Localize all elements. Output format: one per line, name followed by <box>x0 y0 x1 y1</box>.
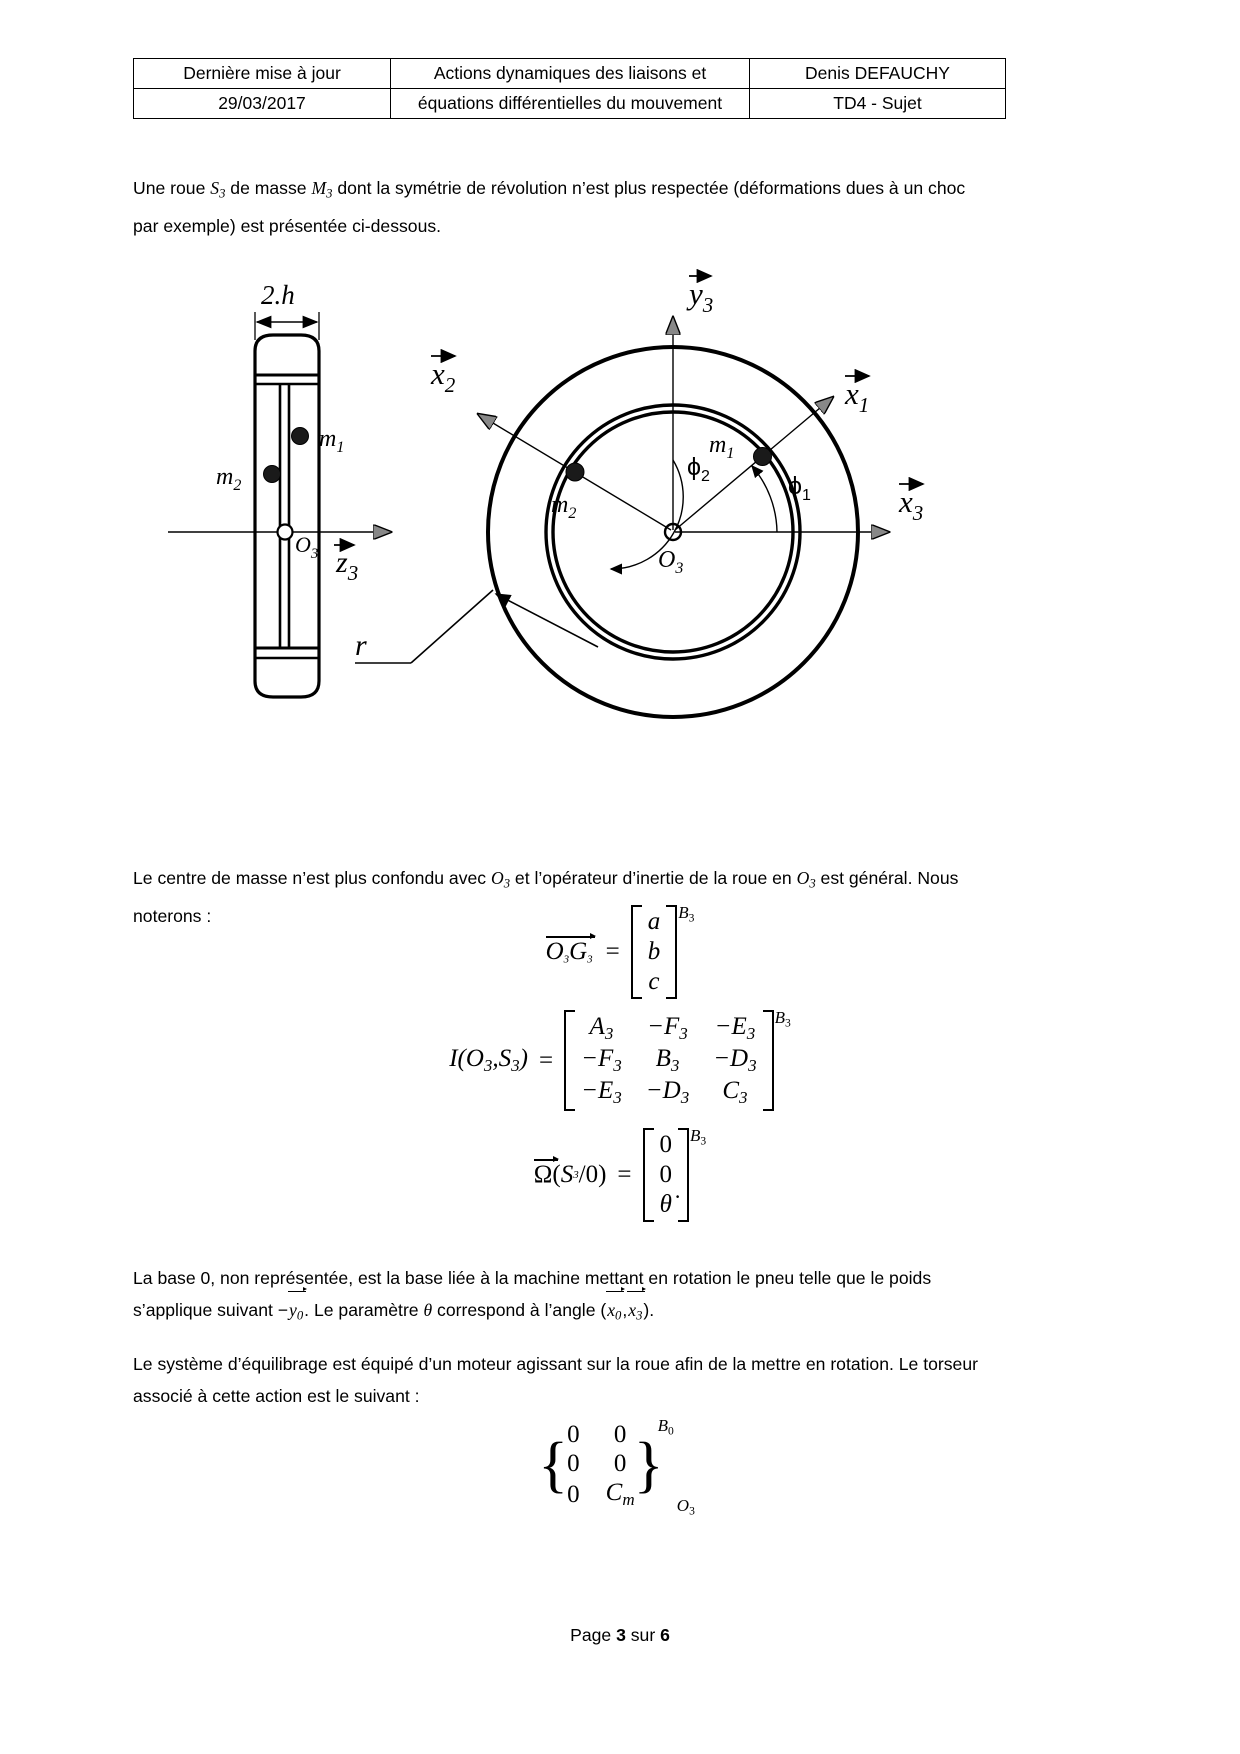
eq2-lhs-I <box>449 1045 528 1076</box>
label-O3-front: $O_3$ <box>658 547 684 577</box>
eq3-cell-0: 0 <box>659 1131 673 1158</box>
p3-vector-x3 <box>627 1294 643 1332</box>
eq2-cell-r2c2-sub: 3 <box>739 1088 748 1108</box>
eq1-cell-c: c <box>648 968 660 995</box>
eq3-equals: = <box>617 1161 632 1188</box>
eq2-cell-r1c1 <box>656 1045 680 1076</box>
eq2-basis <box>775 1008 791 1029</box>
eq4-matrix <box>538 1418 664 1513</box>
eq3-S: S <box>560 1161 574 1188</box>
header-date: 29/03/2017 <box>134 88 391 118</box>
label-m2-front: $m_2$ <box>551 492 577 522</box>
eq2-matrix <box>564 1010 774 1111</box>
label-2h: 2.h <box>261 280 295 310</box>
eq4-cell-r1c1: 0 <box>613 1450 627 1477</box>
eq3-omega-vector <box>534 1161 553 1189</box>
header-author: Denis DEFAUCHY <box>750 59 1006 89</box>
eq2-lhs-comma: , <box>492 1045 499 1073</box>
mass-m2-front <box>566 463 584 481</box>
header-title-line1: Actions dynamiques des liaisons et <box>391 59 750 89</box>
p3-text-d: ). <box>643 1300 655 1320</box>
eq2-cell-r1c0-sub: 3 <box>613 1056 622 1076</box>
paragraph-base-zero <box>133 1262 981 1332</box>
eq4-brace-right: } <box>633 1431 664 1500</box>
eq2-cell-r0c1-sub: 3 <box>679 1024 688 1044</box>
equation-O3G3 <box>0 905 1240 999</box>
intro-text-a: Une roue <box>133 178 211 198</box>
eq4-cell-r1c0: 0 <box>567 1450 580 1477</box>
eq4-cell-Cm-letter: C <box>605 1479 623 1506</box>
equation-motor-torsor <box>0 1416 1240 1518</box>
eq2-cells <box>575 1010 763 1111</box>
eq4-cell-Cm-sub: m <box>622 1490 635 1510</box>
eq3-slash-zero: /0) <box>578 1161 607 1188</box>
label-m2-side: $m_2$ <box>216 464 242 494</box>
angle-phi1 <box>752 466 777 532</box>
header-last-update-label: Dernière mise à jour <box>134 59 391 89</box>
intro-symbol-S: S <box>210 178 220 198</box>
eq1-lhs-G-sub: 3 <box>587 953 593 966</box>
eq1-bracket-right <box>666 905 677 999</box>
p3-vector-x0-letter: x <box>607 1300 616 1320</box>
label-vec-x2 <box>430 356 456 397</box>
footer-middle: sur <box>625 1625 661 1645</box>
svg-text:x3: $x_3$ <box>899 484 924 525</box>
p3-text-b: . Le paramètre <box>304 1300 424 1320</box>
eq4-point <box>677 1496 695 1517</box>
label-m1-front: $m_1$ <box>709 432 735 462</box>
eq3-basis-letter: B <box>690 1126 701 1145</box>
radius-leader <box>355 590 598 663</box>
p3-vector-x3-letter: x <box>628 1300 637 1320</box>
label-phi1: $\phi_1$ <box>788 472 811 504</box>
eq2-cell-r1c1-sym: B <box>655 1045 671 1073</box>
footer-total-pages: 6 <box>660 1625 670 1645</box>
eq3-basis <box>690 1126 706 1147</box>
intro-text-b: de masse <box>225 178 312 198</box>
eq4-cell-r2c1 <box>606 1479 635 1510</box>
p3-text-a: La base 0, non représentée, est la base liée à la machine mettant en rotation le pneu telle que le poids s’applique suivant − <box>133 1268 932 1320</box>
svg-text:z3: $z_3$ <box>336 546 359 585</box>
p3-text-c: correspond à l’angle ( <box>432 1300 607 1320</box>
eq1-cells <box>642 905 667 999</box>
eq1-basis-letter: B <box>678 903 689 922</box>
eq2-cell-r1c0 <box>581 1045 622 1076</box>
eq1-cell-a: a <box>647 908 661 935</box>
eq3-bracket-left <box>643 1128 654 1222</box>
eq1-bracket-left <box>631 905 642 999</box>
eq3-bracket-right <box>678 1128 689 1222</box>
tyre-side-view <box>255 335 319 697</box>
p2-text-a: Le centre de masse n’est plus confondu avec <box>133 868 491 888</box>
label-vec-z3 <box>334 545 358 585</box>
eq2-cell-r0c0-sub: 3 <box>604 1024 614 1044</box>
p2-symbol-O-1: O <box>490 868 504 888</box>
eq2-cell-r1c2-sym: −D <box>713 1045 749 1073</box>
eq2-bracket-left <box>564 1010 575 1111</box>
eq4-cells <box>561 1418 640 1513</box>
p3-comma: , <box>622 1300 628 1320</box>
eq1-equals: = <box>605 938 620 965</box>
eq4-point-sub: 3 <box>689 1504 695 1518</box>
svg-text:x2: $x_2$ <box>431 356 456 397</box>
equation-angular-velocity <box>0 1128 1240 1222</box>
eq2-lhs-close: ) <box>519 1045 528 1073</box>
document-header-table <box>133 58 1006 119</box>
eq2-cell-r0c0 <box>590 1013 614 1044</box>
intro-symbol-S-sub: 3 <box>219 186 226 201</box>
eq3-cell-1: 0 <box>659 1161 673 1188</box>
eq1-matrix <box>631 905 678 999</box>
eq4-basis-sub: 0 <box>668 1424 674 1438</box>
eq4-cell-r2c0: 0 <box>567 1480 580 1508</box>
svg-text:y3: $y_3$ <box>689 276 714 317</box>
mass-m2-side <box>264 466 281 483</box>
mass-m1-side <box>292 428 309 445</box>
eq3-cells <box>654 1128 679 1222</box>
footer-page-number: 3 <box>616 1625 626 1645</box>
label-vec-x3 <box>898 484 923 525</box>
eq2-cell-r0c0-sym: A <box>589 1013 605 1040</box>
point-O3-side <box>278 525 293 540</box>
eq4-brace-left: { <box>538 1431 569 1500</box>
eq2-cell-r2c1 <box>646 1077 689 1108</box>
label-phi2: $\phi_2$ <box>687 453 710 485</box>
p2-text-c: est général. Nous noterons : <box>133 868 959 926</box>
eq4-cell-r0c0: 0 <box>567 1421 580 1448</box>
eq2-cell-r1c0-sym: −F <box>581 1045 614 1073</box>
eq3-open-paren: ( <box>552 1161 561 1188</box>
p3-vector-x3-sub: 3 <box>636 1308 643 1323</box>
eq2-cell-r0c1 <box>647 1013 688 1044</box>
eq4-cell-r0c1: 0 <box>613 1421 627 1448</box>
eq2-cell-r2c0-sub: 3 <box>613 1088 622 1108</box>
label-vec-x1 <box>844 376 869 417</box>
p3-vector-y0 <box>288 1294 304 1332</box>
p3-vector-x0-sub: 0 <box>615 1308 622 1323</box>
header-doc-ref: TD4 - Sujet <box>750 88 1006 118</box>
eq2-equals: = <box>538 1046 554 1074</box>
eq2-lhs-open: I( <box>449 1045 466 1073</box>
eq2-cell-r0c2-sym: −E <box>714 1013 747 1040</box>
eq1-cell-b: b <box>647 938 661 965</box>
footer-prefix: Page <box>570 1625 617 1645</box>
eq1-basis <box>678 903 694 924</box>
eq2-basis-letter: B <box>774 1008 786 1027</box>
intro-text-c: dont la symétrie de révolution n’est plus respectée (déformations dues à un choc par exemple) est présentée ci-dessous. <box>133 178 966 236</box>
eq1-lhs-G: G <box>569 938 588 965</box>
eq2-cell-r2c1-sym: −D <box>645 1077 681 1105</box>
eq2-cell-r2c2-sym: C <box>722 1077 739 1105</box>
wheel-figure <box>133 262 993 762</box>
page-footer <box>0 1625 1240 1646</box>
p2-symbol-O-2: O <box>796 868 810 888</box>
eq2-cell-r1c2 <box>713 1045 756 1076</box>
eq3-basis-sub: 3 <box>700 1134 707 1148</box>
eq4-basis-letter: B <box>657 1416 668 1435</box>
eq2-cell-r2c2 <box>722 1077 747 1108</box>
eq1-lhs-O: O <box>545 938 564 965</box>
header-title-line2: équations différentielles du mouvement <box>391 88 750 118</box>
p3-vector-y0-letter: y <box>289 1300 297 1320</box>
p2-text-b: et l’opérateur d’inertie de la roue en <box>510 868 797 888</box>
eq2-cell-r2c0 <box>581 1077 622 1108</box>
label-m1-side: $m_1$ <box>319 426 345 456</box>
paragraph-motor-torsor: Le système d’équilibrage est équipé d’un moteur agissant sur la roue afin de la mettre en rotation. Le torseur associé à cette action est le suivant : <box>133 1354 978 1406</box>
p3-symbol-theta: θ <box>423 1300 433 1320</box>
eq2-cell-r2c0-sym: −E <box>581 1077 614 1105</box>
intro-symbol-M-sub: 3 <box>326 186 333 201</box>
header-row-1 <box>134 59 1006 89</box>
p2-symbol-O-2-sub: 3 <box>809 876 816 891</box>
p3-vector-x0 <box>606 1294 622 1332</box>
eq2-cell-r1c1-sub: 3 <box>670 1056 680 1076</box>
eq1-lhs-O-sub: 3 <box>563 953 570 966</box>
label-vec-y3 <box>686 276 713 317</box>
p3-vector-y0-sub: 0 <box>296 1308 304 1323</box>
eq2-cell-r0c2 <box>715 1013 756 1044</box>
eq1-basis-sub: 3 <box>688 911 695 925</box>
equation-inertia-matrix <box>0 1010 1240 1111</box>
eq2-lhs-S: S <box>498 1045 512 1073</box>
header-row-2 <box>134 88 1006 118</box>
label-O3-side: $O_3$ <box>295 532 319 562</box>
svg-text:x1: $x_1$ <box>845 376 870 417</box>
eq2-cell-r0c2-sub: 3 <box>746 1024 756 1044</box>
eq2-lhs-O-sub: 3 <box>483 1056 493 1076</box>
intro-paragraph <box>133 172 981 242</box>
eq2-bracket-right <box>763 1010 774 1111</box>
eq3-matrix <box>643 1128 690 1222</box>
label-radius-r: r <box>355 629 367 662</box>
eq1-lhs-vector <box>546 938 595 966</box>
eq2-cell-r0c1-sym: −F <box>647 1013 680 1040</box>
eq3-S-sub: 3 <box>573 1169 579 1181</box>
eq2-cell-r2c1-sub: 3 <box>680 1088 690 1108</box>
eq2-lhs-S-sub: 3 <box>511 1056 520 1076</box>
intro-symbol-M: M <box>311 178 327 198</box>
mass-m1-front <box>754 448 772 466</box>
p2-symbol-O-1-sub: 3 <box>503 876 511 891</box>
eq2-cell-r1c2-sub: 3 <box>748 1056 757 1076</box>
eq4-point-letter: O <box>676 1495 690 1515</box>
eq3-omega-symbol: Ω <box>533 1161 553 1188</box>
eq2-lhs-O: O <box>465 1045 484 1073</box>
eq2-basis-sub: 3 <box>785 1016 791 1030</box>
eq3-cell-2: θ̇ <box>659 1191 672 1218</box>
